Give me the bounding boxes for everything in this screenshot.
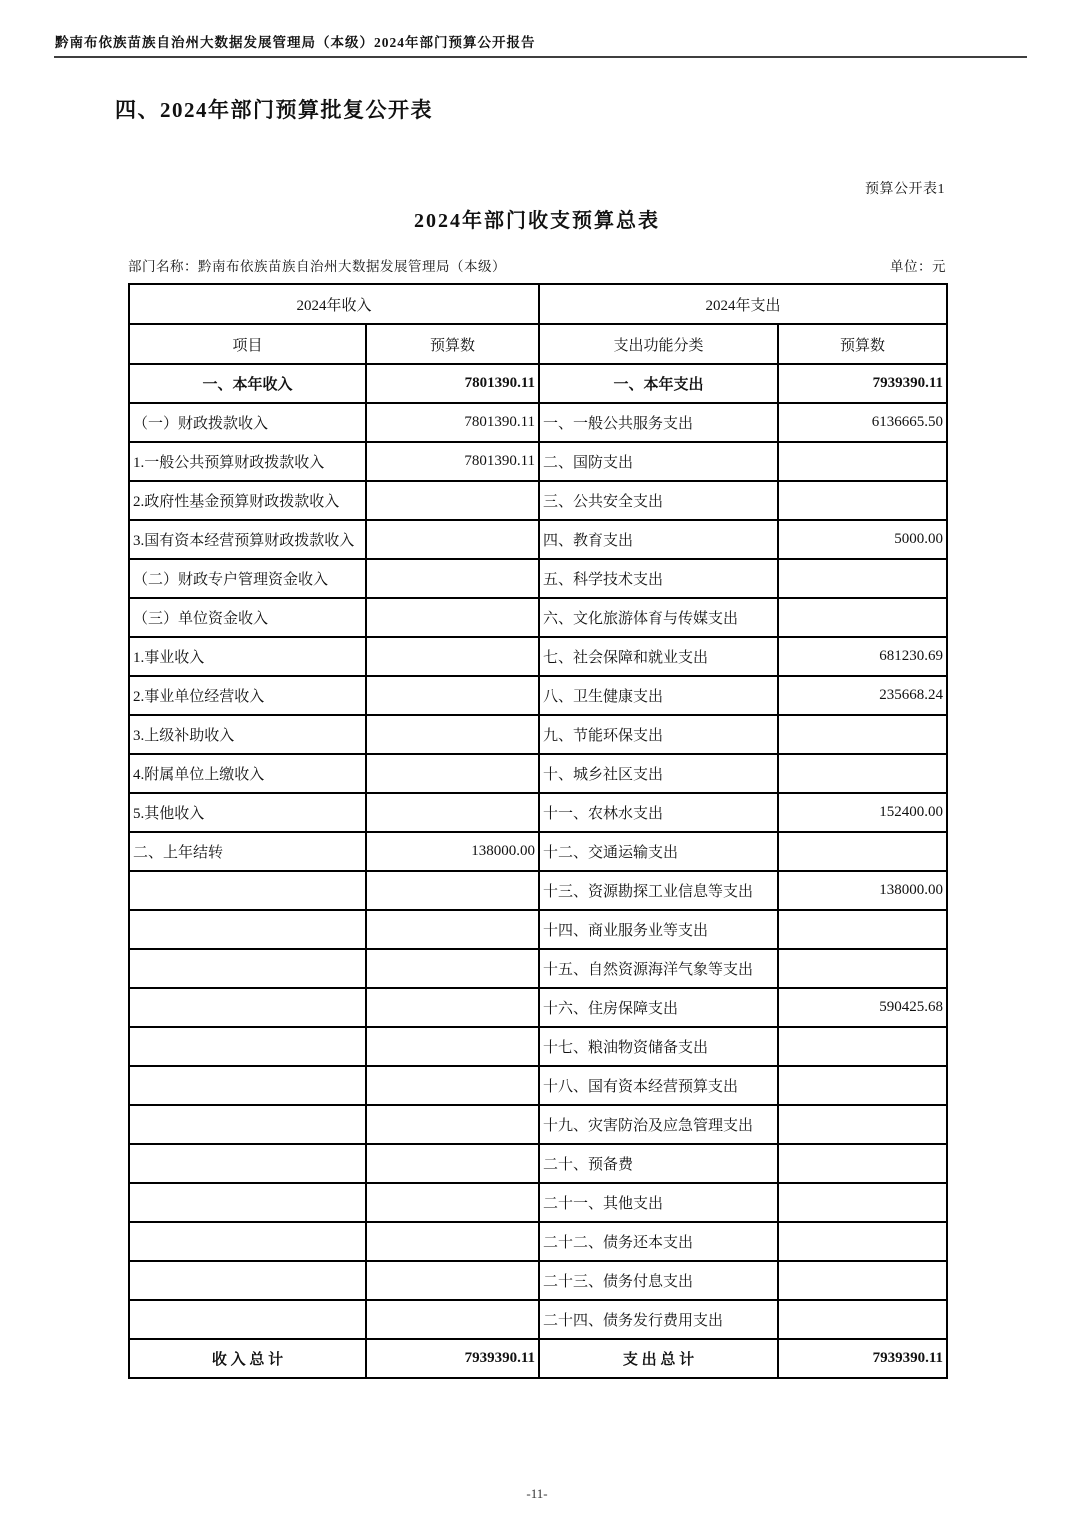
table-row	[129, 988, 947, 1027]
expense-value-cell	[778, 1222, 947, 1261]
column-header-budget: 预算数	[366, 324, 539, 364]
expense-value-cell	[778, 910, 947, 949]
expense-item-cell: 十五、自然资源海洋气象等支出	[539, 949, 778, 988]
income-item-cell: 2.事业单位经营收入	[129, 676, 366, 715]
income-value-cell	[366, 1300, 539, 1339]
income-value-cell	[366, 559, 539, 598]
income-item-cell	[129, 1300, 366, 1339]
income-value-cell: 7801390.11	[366, 364, 539, 403]
income-value-cell	[366, 988, 539, 1027]
expense-value-cell	[778, 598, 947, 637]
expense-item-cell: 三、公共安全支出	[539, 481, 778, 520]
expense-value-cell	[778, 949, 947, 988]
income-item-cell	[129, 910, 366, 949]
income-value-cell	[366, 871, 539, 910]
table-row	[129, 676, 947, 715]
expense-item-cell: 七、社会保障和就业支出	[539, 637, 778, 676]
expense-value-cell: 5000.00	[778, 520, 947, 559]
expense-item-cell: 二十二、债务还本支出	[539, 1222, 778, 1261]
expense-item-cell: 二十三、债务付息支出	[539, 1261, 778, 1300]
expense-value-cell	[778, 715, 947, 754]
expense-value-cell	[778, 442, 947, 481]
expense-item-cell: 二十、预备费	[539, 1144, 778, 1183]
expense-value-cell	[778, 1261, 947, 1300]
table-row	[129, 949, 947, 988]
income-item-cell: 二、上年结转	[129, 832, 366, 871]
expense-item-cell: 十四、商业服务业等支出	[539, 910, 778, 949]
expense-item-cell: 十一、农林水支出	[539, 793, 778, 832]
expense-item-cell: 十、城乡社区支出	[539, 754, 778, 793]
income-item-cell	[129, 1066, 366, 1105]
income-item-cell: （三）单位资金收入	[129, 598, 366, 637]
expense-item-cell: 二十四、债务发行费用支出	[539, 1300, 778, 1339]
table-row	[129, 520, 947, 559]
table-row	[129, 754, 947, 793]
table-row	[129, 715, 947, 754]
expense-value-cell	[778, 754, 947, 793]
expense-item-cell: 十七、粮油物资储备支出	[539, 1027, 778, 1066]
income-item-cell: 1.事业收入	[129, 637, 366, 676]
table-row	[129, 403, 947, 442]
budget-table	[128, 283, 948, 1379]
column-header-function: 支出功能分类	[539, 324, 778, 364]
expense-value-cell	[778, 559, 947, 598]
income-item-cell: 2.政府性基金预算财政拨款收入	[129, 481, 366, 520]
expense-value-cell: 152400.00	[778, 793, 947, 832]
income-value-cell	[366, 637, 539, 676]
table-row	[129, 1183, 947, 1222]
income-item-cell: （一）财政拨款收入	[129, 403, 366, 442]
income-value-cell	[366, 1027, 539, 1066]
budget-table-body	[129, 364, 947, 1378]
expense-value-cell: 6136665.50	[778, 403, 947, 442]
expense-item-cell: 二、国防支出	[539, 442, 778, 481]
table-row	[129, 1144, 947, 1183]
expense-value-cell: 681230.69	[778, 637, 947, 676]
income-item-cell: 1.一般公共预算财政拨款收入	[129, 442, 366, 481]
table-row	[129, 832, 947, 871]
expense-value-cell	[778, 1183, 947, 1222]
income-item-cell: 4.附属单位上缴收入	[129, 754, 366, 793]
expense-item-cell: 四、教育支出	[539, 520, 778, 559]
income-value-cell	[366, 1261, 539, 1300]
table-row	[129, 1261, 947, 1300]
table-row	[129, 871, 947, 910]
expense-item-cell: 十三、资源勘探工业信息等支出	[539, 871, 778, 910]
income-item-cell	[129, 1144, 366, 1183]
group-header-row	[129, 284, 947, 324]
doc-header-title: 黔南布依族苗族自治州大数据发展管理局（本级）2024年部门预算公开报告	[55, 35, 536, 50]
expense-item-cell: 一、一般公共服务支出	[539, 403, 778, 442]
expense-total-label-cell: 支 出 总 计	[539, 1339, 778, 1378]
department-name: 部门名称：黔南布依族苗族自治州大数据发展管理局（本级）	[128, 259, 506, 274]
table-row	[129, 598, 947, 637]
income-item-cell: 一、本年收入	[129, 364, 366, 403]
page-footer	[0, 1486, 1074, 1502]
table-row	[129, 1066, 947, 1105]
table-title: 2024年部门收支预算总表	[414, 210, 660, 232]
income-item-cell	[129, 1027, 366, 1066]
income-value-cell	[366, 754, 539, 793]
table-row	[129, 910, 947, 949]
income-value-cell: 7801390.11	[366, 403, 539, 442]
income-value-cell	[366, 520, 539, 559]
expense-group-header: 2024年支出	[539, 284, 947, 324]
total-row	[129, 1339, 947, 1378]
table-label: 预算公开表1	[865, 182, 945, 197]
expense-item-cell: 八、卫生健康支出	[539, 676, 778, 715]
unit-label: 单位：元	[890, 259, 946, 274]
income-value-cell	[366, 1183, 539, 1222]
income-value-cell	[366, 793, 539, 832]
expense-value-cell	[778, 1066, 947, 1105]
expense-value-cell	[778, 832, 947, 871]
income-total-value-cell: 7939390.11	[366, 1339, 539, 1378]
expense-item-cell: 九、节能环保支出	[539, 715, 778, 754]
expense-item-cell: 十二、交通运输支出	[539, 832, 778, 871]
income-item-cell	[129, 988, 366, 1027]
income-total-label-cell: 收 入 总 计	[129, 1339, 366, 1378]
table-row	[129, 1027, 947, 1066]
expense-item-cell: 五、科学技术支出	[539, 559, 778, 598]
table-row	[129, 1300, 947, 1339]
expense-value-cell	[778, 1027, 947, 1066]
expense-value-cell: 590425.68	[778, 988, 947, 1027]
income-item-cell	[129, 1261, 366, 1300]
income-item-cell: 3.国有资本经营预算财政拨款收入	[129, 520, 366, 559]
expense-item-cell: 十九、灾害防治及应急管理支出	[539, 1105, 778, 1144]
income-item-cell: 5.其他收入	[129, 793, 366, 832]
income-value-cell: 138000.00	[366, 832, 539, 871]
column-header-budget2: 预算数	[778, 324, 947, 364]
income-value-cell	[366, 1105, 539, 1144]
income-item-cell: （二）财政专户管理资金收入	[129, 559, 366, 598]
income-value-cell	[366, 949, 539, 988]
table-row	[129, 364, 947, 403]
column-header-row	[129, 324, 947, 364]
table-meta	[128, 255, 946, 275]
expense-value-cell	[778, 481, 947, 520]
income-value-cell	[366, 1144, 539, 1183]
section-title: 四、2024年部门预算批复公开表	[115, 98, 433, 122]
expense-total-value-cell: 7939390.11	[778, 1339, 947, 1378]
expense-value-cell	[778, 1300, 947, 1339]
income-item-cell	[129, 1183, 366, 1222]
expense-item-cell: 二十一、其他支出	[539, 1183, 778, 1222]
expense-item-cell: 十六、住房保障支出	[539, 988, 778, 1027]
income-item-cell	[129, 871, 366, 910]
table-row	[129, 442, 947, 481]
income-value-cell	[366, 1066, 539, 1105]
income-item-cell	[129, 949, 366, 988]
income-group-header: 2024年收入	[129, 284, 539, 324]
income-item-cell	[129, 1105, 366, 1144]
income-value-cell	[366, 1222, 539, 1261]
expense-value-cell	[778, 1105, 947, 1144]
expense-value-cell	[778, 1144, 947, 1183]
income-value-cell	[366, 910, 539, 949]
income-item-cell: 3.上级补助收入	[129, 715, 366, 754]
expense-value-cell: 138000.00	[778, 871, 947, 910]
table-row	[129, 1222, 947, 1261]
income-value-cell	[366, 598, 539, 637]
table-row	[129, 481, 947, 520]
expense-item-cell: 六、文化旅游体育与传媒支出	[539, 598, 778, 637]
income-value-cell: 7801390.11	[366, 442, 539, 481]
table-row	[129, 637, 947, 676]
income-item-cell	[129, 1222, 366, 1261]
column-header-item: 项目	[129, 324, 366, 364]
page-number: -11-	[526, 1486, 548, 1501]
header-rule	[54, 56, 1027, 58]
expense-item-cell: 一、本年支出	[539, 364, 778, 403]
expense-value-cell: 235668.24	[778, 676, 947, 715]
expense-value-cell: 7939390.11	[778, 364, 947, 403]
table-row	[129, 793, 947, 832]
expense-item-cell: 十八、国有资本经营预算支出	[539, 1066, 778, 1105]
income-value-cell	[366, 676, 539, 715]
income-value-cell	[366, 481, 539, 520]
income-value-cell	[366, 715, 539, 754]
table-row	[129, 559, 947, 598]
table-row	[129, 1105, 947, 1144]
